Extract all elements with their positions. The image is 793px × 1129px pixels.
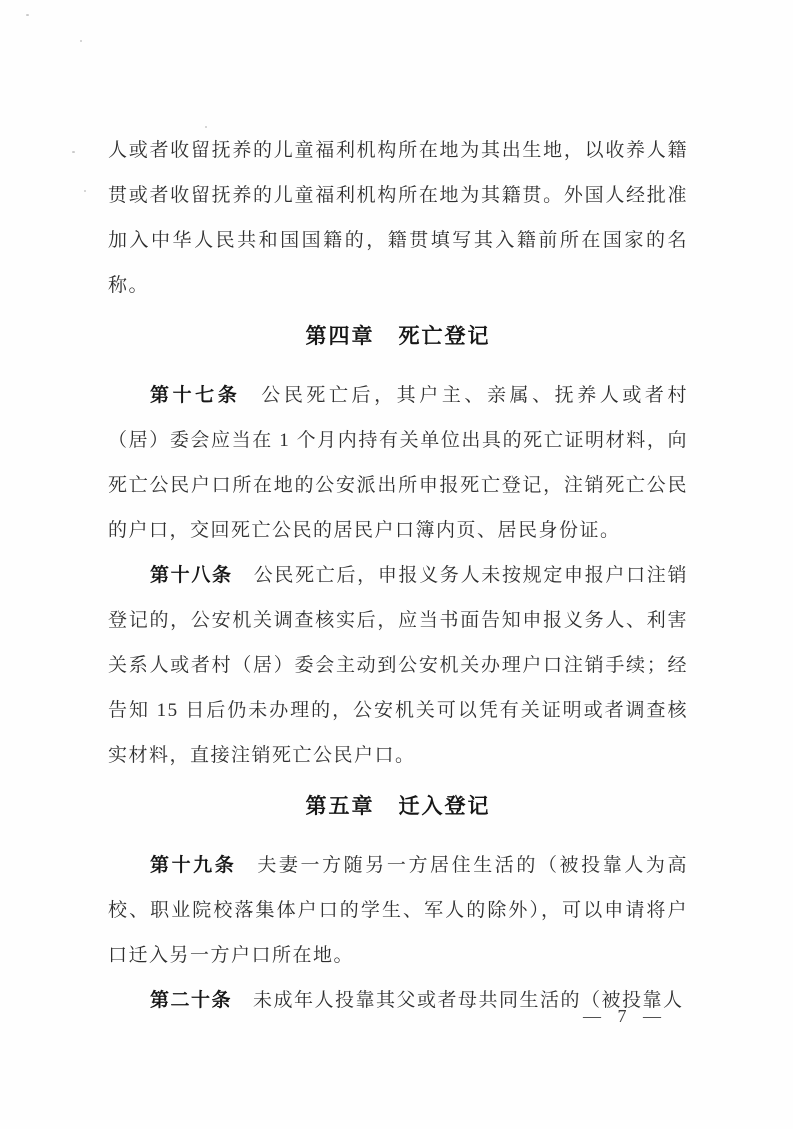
chapter-4-title: 死亡登记 [398, 325, 491, 348]
article-17-text: 公民死亡后，其户主、亲属、抚养人或者村（居）委会应当在 1 个月内持有关单位出具的死亡证明材料，向死亡公民户口所在地的公安派出所申报死亡登记，注销死亡公民的户口，交回死亡公民的居民户口簿内页、居民身份证。 [108, 385, 688, 541]
scan-speckle [72, 151, 75, 153]
chapter-4-heading [108, 314, 688, 359]
article-20-text: 未成年人投靠其父或者母共同生活的（被投靠人 [253, 990, 684, 1011]
article-19-text: 夫妻一方随另一方居住生活的（被投靠人为高校、职业院校落集体户口的学生、军人的除外），可以申请将户口迁入另一方户口所在地。 [108, 855, 688, 966]
paragraph-article-19 [108, 843, 688, 978]
paragraph-article-17 [108, 373, 688, 553]
article-19-number: 第十九条 [150, 855, 237, 876]
scan-speckle [80, 40, 82, 42]
chapter-4-number: 第四章 [305, 325, 375, 348]
scan-speckle [26, 14, 29, 16]
chapter-5-number: 第五章 [305, 795, 375, 818]
text-block [108, 128, 688, 1023]
scan-speckle [84, 190, 86, 192]
article-17-number: 第十七条 [150, 385, 241, 406]
article-18-number: 第十八条 [150, 565, 233, 586]
article-18-text: 公民死亡后，申报义务人未按规定申报户口注销登记的，公安机关调查核实后，应当书面告知申报义务人、利害关系人或者村（居）委会主动到公安机关办理户口注销手续；经告知 15 日后仍未办理的，公安机关可以凭有关证明或者调查核实材料，直接注销死亡公民户口。 [108, 565, 688, 766]
article-20-number: 第二十条 [150, 990, 233, 1011]
chapter-5-heading [108, 784, 688, 829]
paragraph-article-18 [108, 553, 688, 778]
paragraph-continuation: 人或者收留抚养的儿童福利机构所在地为其出生地，以收养人籍贯或者收留抚养的儿童福利机构所在地为其籍贯。外国人经批准加入中华人民共和国国籍的，籍贯填写其入籍前所在国家的名称。 [108, 140, 688, 296]
chapter-5-title: 迁入登记 [398, 795, 491, 818]
page-number: — 7 — [583, 1006, 667, 1026]
